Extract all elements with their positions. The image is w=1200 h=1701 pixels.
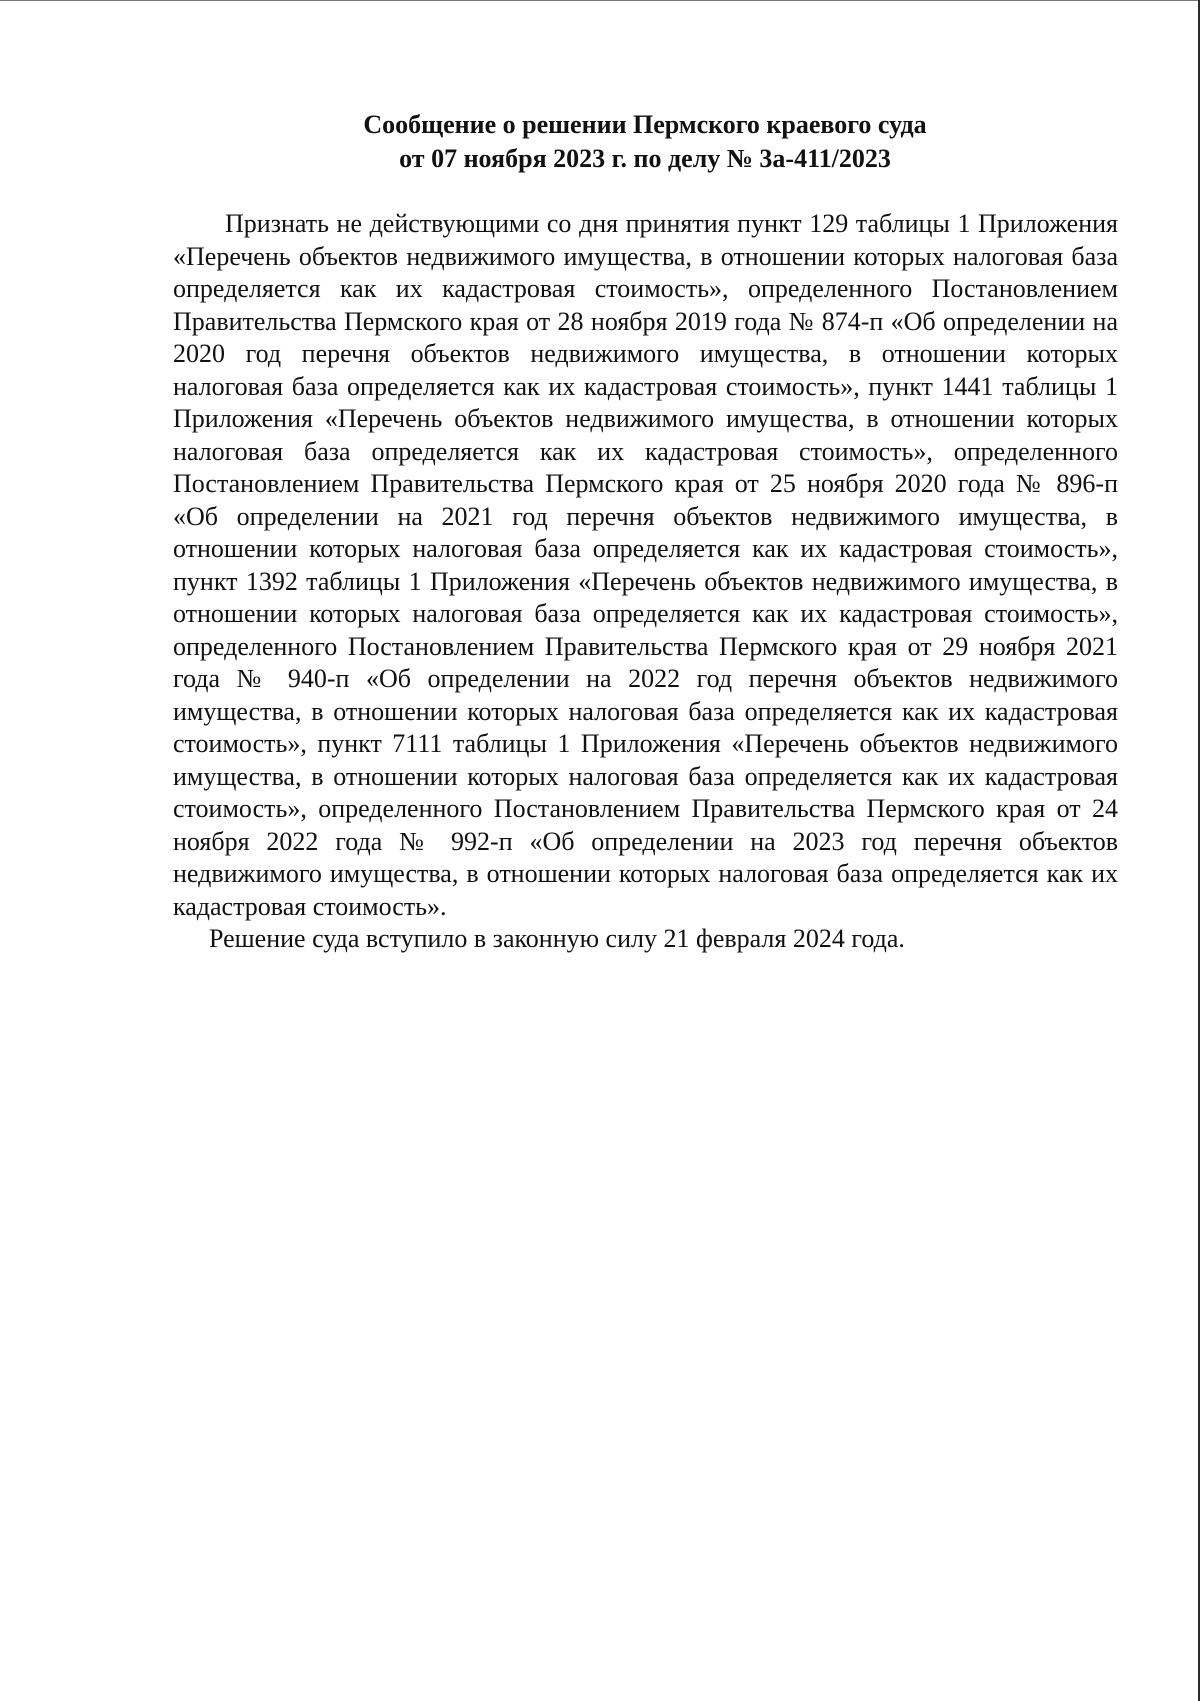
title-line-1: Сообщение о решении Пермского краевого суда bbox=[363, 110, 927, 139]
title-line-2: от 07 ноября 2023 г. по делу № 3а-411/2023 bbox=[399, 144, 891, 173]
ruling-paragraph: Признать не действующими со дня принятия пункт 129 таблицы 1 Приложения «Перечень объектов недвижимого имущества, в отношении которых налоговая база определяется как их кадастровая стоимость», определенного Постановлением Правительства Пермского края от 28 ноября 2019 года № 874-п «Об определении на 2020 год перечня объектов недвижимого имущества, в отношении которых налоговая база определяется как их кадастровая стоимость», пункт 1441 таблицы 1 Приложения «Перечень объектов недвижимого имущества, в отношении которых налоговая база определяется как их кадастровая стоимость», определенного Постановлением Правительства Пермского края от 25 ноября 2020 года № 896-п «Об определении на 2021 год перечня объектов недвижимого имущества, в отношении которых налоговая база определяется как их кадастровая стоимость», пункт 1392 таблицы 1 Приложения «Перечень объектов недвижимого имущества, в отношении которых налоговая база определяется как их кадастровая стоимость», определенного Постановлением Правительства Пермского края от 29 ноября 2021 года № 940-п «Об определении на 2022 год перечня объектов недвижимого имущества, в отношении которых налоговая база определяется как их кадастровая стоимость», пункт 7111 таблицы 1 Приложения «Перечень объектов недвижимого имущества, в отношении которых налоговая база определяется как их кадастровая стоимость», определенного Постановлением Правительства Пермского края от 24 ноября 2022 года № 992-п «Об определении на 2023 год перечня объектов недвижимого имущества, в отношении которых налоговая база определяется как их кадастровая стоимость». bbox=[173, 209, 1118, 921]
document-title bbox=[300, 108, 990, 176]
document-body bbox=[173, 208, 1118, 956]
effective-date-paragraph: Решение суда вступило в законную силу 21 февраля 2024 года. bbox=[209, 924, 905, 953]
scan-edge-top bbox=[0, 0, 1200, 1]
